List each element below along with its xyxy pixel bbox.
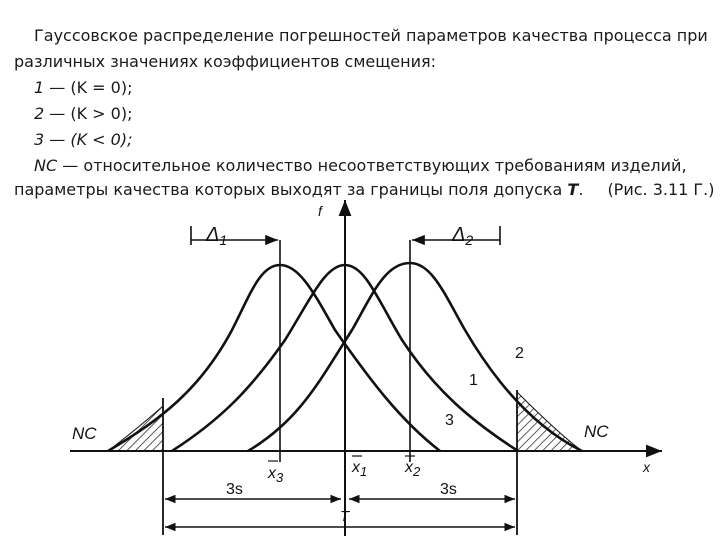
nc-definition-text: — относительное количество несоответствующих требованиям изделий, — [57, 156, 687, 175]
figure-reference: (Рис. 3.11 Г.) — [607, 180, 715, 199]
nc-hatched-region-right — [517, 392, 582, 451]
nc-abbreviation: NC — [34, 156, 58, 175]
legend-item-1-number: 1 — [34, 78, 45, 97]
legend-item-3: 3 — (K < 0); — [34, 130, 133, 149]
three-s-right-label: 3s — [440, 481, 457, 498]
caption-line-1: Гауссовское распределение погрешностей параметров качества процесса при — [34, 26, 708, 45]
nc-label-left: NC — [72, 424, 97, 443]
delta2-label — [451, 224, 473, 248]
mean-x3-symbol: x — [268, 465, 276, 482]
curve-label-3: 3 — [445, 412, 454, 429]
caption-line-2: различных значениях коэффициентов смещения: — [14, 52, 437, 71]
legend-item-2 — [34, 104, 132, 123]
tolerance-symbol: T — [567, 180, 579, 199]
curve-label-2: 2 — [515, 345, 524, 362]
x-axis-label: x — [643, 459, 650, 475]
delta1-label — [205, 224, 227, 248]
caption-block — [0, 0, 720, 205]
mean-x3-subscript: 3 — [276, 470, 284, 485]
mean-x1-subscript: 1 — [360, 464, 368, 479]
gaussian-distribution-figure — [0, 195, 720, 540]
nc-definition — [34, 156, 687, 175]
mean-label-x3 — [267, 465, 284, 485]
nc-hatched-region-left — [108, 406, 163, 451]
curve-label-1: 1 — [469, 372, 478, 389]
legend-item-1-text: — (K = 0); — [44, 78, 133, 97]
mean-x2-symbol: x — [405, 459, 413, 476]
tolerance-label: T — [340, 508, 350, 525]
mean-x1-symbol: x — [352, 459, 360, 476]
caption-line-8-text: параметры качества которых выходят за границы поля допуска — [14, 180, 568, 199]
mean-x2-subscript: 2 — [413, 464, 421, 479]
delta2-symbol: Δ — [452, 224, 466, 246]
mean-label-x2 — [404, 459, 421, 479]
f-axis-label: f — [318, 203, 322, 219]
three-s-left-label: 3s — [226, 481, 243, 498]
caption-line-8-end: . — [578, 180, 584, 199]
legend-item-2-number: 2 — [34, 104, 45, 123]
delta2-subscript: 2 — [465, 232, 474, 248]
mean-label-x1 — [351, 459, 367, 479]
nc-label-right: NC — [584, 422, 609, 441]
legend-item-2-text: — (K > 0); — [44, 104, 133, 123]
delta1-symbol: Δ — [206, 224, 220, 246]
delta1-subscript: 1 — [219, 232, 228, 248]
legend-item-1 — [34, 78, 132, 97]
